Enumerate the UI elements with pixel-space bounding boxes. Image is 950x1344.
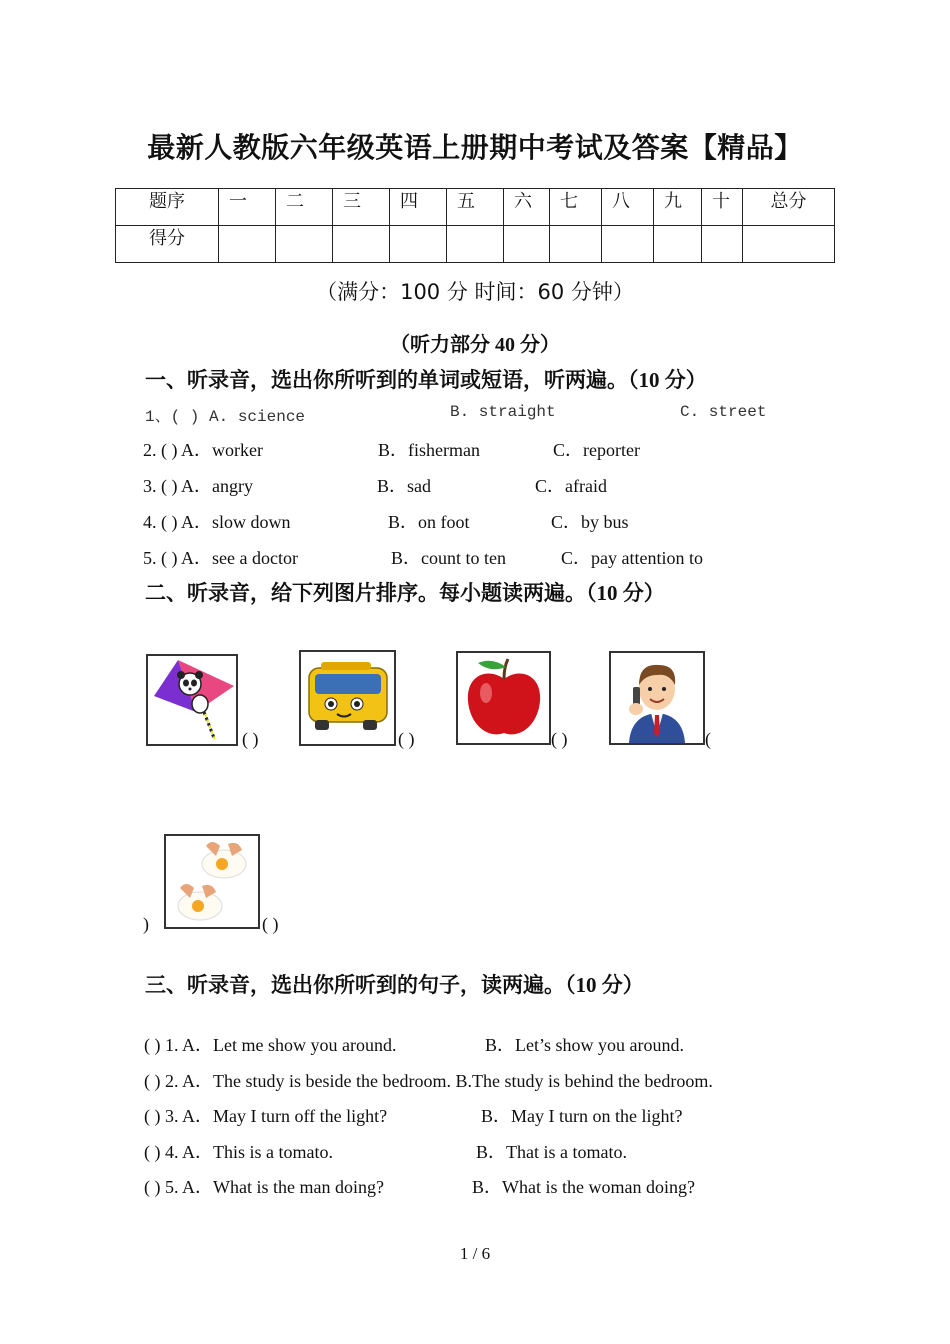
score-header-cell: 六 [504,189,550,226]
section3-heading: 三、听录音，选出你所听到的句子，读两遍。（10 分） [145,973,644,997]
s3-option-b: B．That is a tomato. [476,1142,627,1162]
s1-option-c: C．pay attention to [561,548,703,568]
apple-image [456,651,551,745]
score-table-score-row [116,226,835,263]
eggs-icon [166,836,258,927]
s1-option-b: B．sad [377,476,431,496]
score-cell[interactable] [504,226,550,263]
section1-heading: 一、听录音，选出你所听到的单词或短语，听两遍。（10 分） [145,368,707,392]
score-cell[interactable] [654,226,702,263]
score-header-cell: 三 [333,189,390,226]
bus-icon [301,652,394,744]
s3-question: ( ) 2. A．The study is beside the bedroom. B.The study is behind the bedroom. [144,1071,713,1091]
score-header-cell: 十 [702,189,743,226]
page-number: 1 / 6 [459,1244,491,1263]
s3-question: ( ) 3. A．May I turn off the light? [144,1106,388,1126]
score-cell[interactable] [550,226,602,263]
s1-question-prefix: 2. ( ) A．worker [143,440,263,460]
s1-q1-option-c: C. street [680,403,767,421]
kite-panda-icon [148,656,236,744]
s1-option-c: C．by bus [551,512,629,532]
s1-option-c: C．afraid [535,476,607,496]
score-header-cell: 题序 [116,189,219,226]
s3-option-b: B．May I turn on the light? [481,1106,683,1126]
apple-icon [458,653,549,743]
score-table [115,188,835,263]
score-header-cell: 二 [276,189,333,226]
answer-blank[interactable]: ( ) [398,729,415,749]
score-table-header-row [116,189,835,226]
answer-close-paren: ) [143,914,149,934]
answer-blank[interactable]: ( ) [242,729,259,749]
answer-blank[interactable]: ( ) [262,914,279,934]
s3-question: ( ) 1. A．Let me show you around. [144,1035,397,1055]
s3-option-b: B．What is the woman doing? [472,1177,695,1197]
answer-open-paren: ( [705,729,711,749]
s3-question: ( ) 5. A．What is the man doing? [144,1177,384,1197]
page-title: 最新人教版六年级英语上册期中考试及答案【精品】 [147,131,803,164]
listening-header: （听力部分 40 分） [390,334,560,356]
s1-q1-prefix: 1、( ) A. science [145,408,306,426]
score-cell[interactable] [390,226,447,263]
man-phone-icon [611,653,703,743]
s1-option-b: B．on foot [388,512,470,532]
kite-image [146,654,238,746]
man-phone-image [609,651,705,745]
score-header-cell: 八 [602,189,654,226]
s1-option-c: C．reporter [553,440,640,460]
score-cell[interactable] [333,226,390,263]
score-cell[interactable] [447,226,504,263]
eggs-image [164,834,260,929]
s1-option-b: B．fisherman [378,440,480,460]
s1-question-prefix: 4. ( ) A．slow down [143,512,291,532]
s3-option-b: B．Let’s show you around. [485,1035,684,1055]
s1-question-prefix: 3. ( ) A．angry [143,476,253,496]
score-cell[interactable] [702,226,743,263]
score-header-cell: 一 [219,189,276,226]
score-row-label: 得分 [116,226,219,263]
section2-heading: 二、听录音，给下列图片排序。每小题读两遍。（10 分） [145,581,665,605]
score-header-cell: 总分 [743,189,835,226]
score-header-cell: 九 [654,189,702,226]
score-header-cell: 五 [447,189,504,226]
score-cell[interactable] [602,226,654,263]
s1-question-prefix: 5. ( ) A．see a doctor [143,548,298,568]
score-cell[interactable] [743,226,835,263]
s1-option-b: B．count to ten [391,548,506,568]
score-header-cell: 七 [550,189,602,226]
bus-image [299,650,396,746]
score-header-cell: 四 [390,189,447,226]
answer-blank[interactable]: ( ) [551,729,568,749]
score-cell[interactable] [276,226,333,263]
exam-info: （满分：100 分 时间：60 分钟） [316,280,634,304]
s3-question: ( ) 4. A．This is a tomato. [144,1142,333,1162]
s1-q1-option-b: B. straight [450,403,556,421]
score-cell[interactable] [219,226,276,263]
